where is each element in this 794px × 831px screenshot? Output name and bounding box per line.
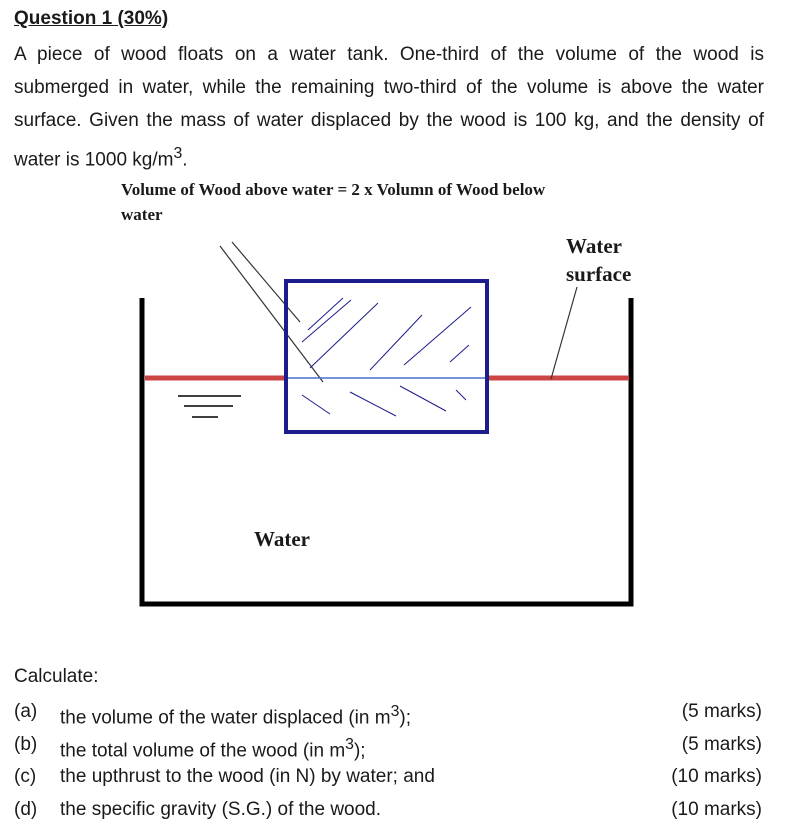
question-item [14, 697, 762, 727]
item-label: (b) [14, 734, 38, 755]
item-marks: (10 marks) [671, 766, 762, 787]
item-marks: (10 marks) [671, 799, 762, 820]
question-title: Question 1 (30%) [14, 8, 169, 29]
question-item [14, 762, 762, 792]
intro-superscript: 3 [173, 145, 183, 162]
item-text-main: the specific gravity (S.G.) of the wood. [60, 799, 382, 820]
item-text [60, 730, 366, 766]
wood-hatching [302, 298, 471, 416]
water-level-symbol [178, 396, 241, 417]
item-text-main: the volume of the water displaced (in m [60, 707, 391, 729]
question-item [14, 795, 762, 825]
item-superscript: 3 [390, 703, 400, 720]
surface-label-line1: Water [566, 234, 622, 258]
item-text-main: the upthrust to the wood (in N) by water; and [60, 766, 435, 787]
diagram-caption-line2: water [121, 205, 163, 224]
item-text-tail: ); [399, 707, 411, 729]
item-marks: (5 marks) [681, 734, 762, 755]
question-item [14, 730, 762, 760]
tank-outline [142, 298, 631, 604]
intro-end: . [182, 149, 188, 171]
calculate-heading: Calculate: [14, 666, 99, 687]
item-label: (c) [14, 766, 37, 787]
item-text [60, 697, 411, 733]
item-text-main: the total volume of the wood (in m [60, 740, 346, 762]
item-text [60, 795, 381, 825]
surface-label-line2: surface [566, 262, 632, 286]
diagram-caption-line1: Volume of Wood above water = 2 x Volumn of Wood below [121, 180, 546, 199]
item-marks: (5 marks) [681, 701, 762, 722]
surface-pointer-line [551, 287, 577, 379]
item-text-tail: ); [353, 740, 366, 762]
item-label: (d) [14, 799, 38, 820]
item-text [60, 762, 435, 792]
item-label: (a) [14, 701, 38, 722]
intro-text: A piece of wood floats on a water tank. One-third of the volume of the wood is submerged in water, while the remaining two-third of the volume is above the water surface. Given the mass of water displaced by the wood is 100 kg, and the density of water is 1000 kg/m [14, 44, 764, 171]
water-label: Water [254, 527, 310, 551]
leader-line-1 [220, 246, 323, 382]
item-superscript: 3 [345, 736, 354, 753]
